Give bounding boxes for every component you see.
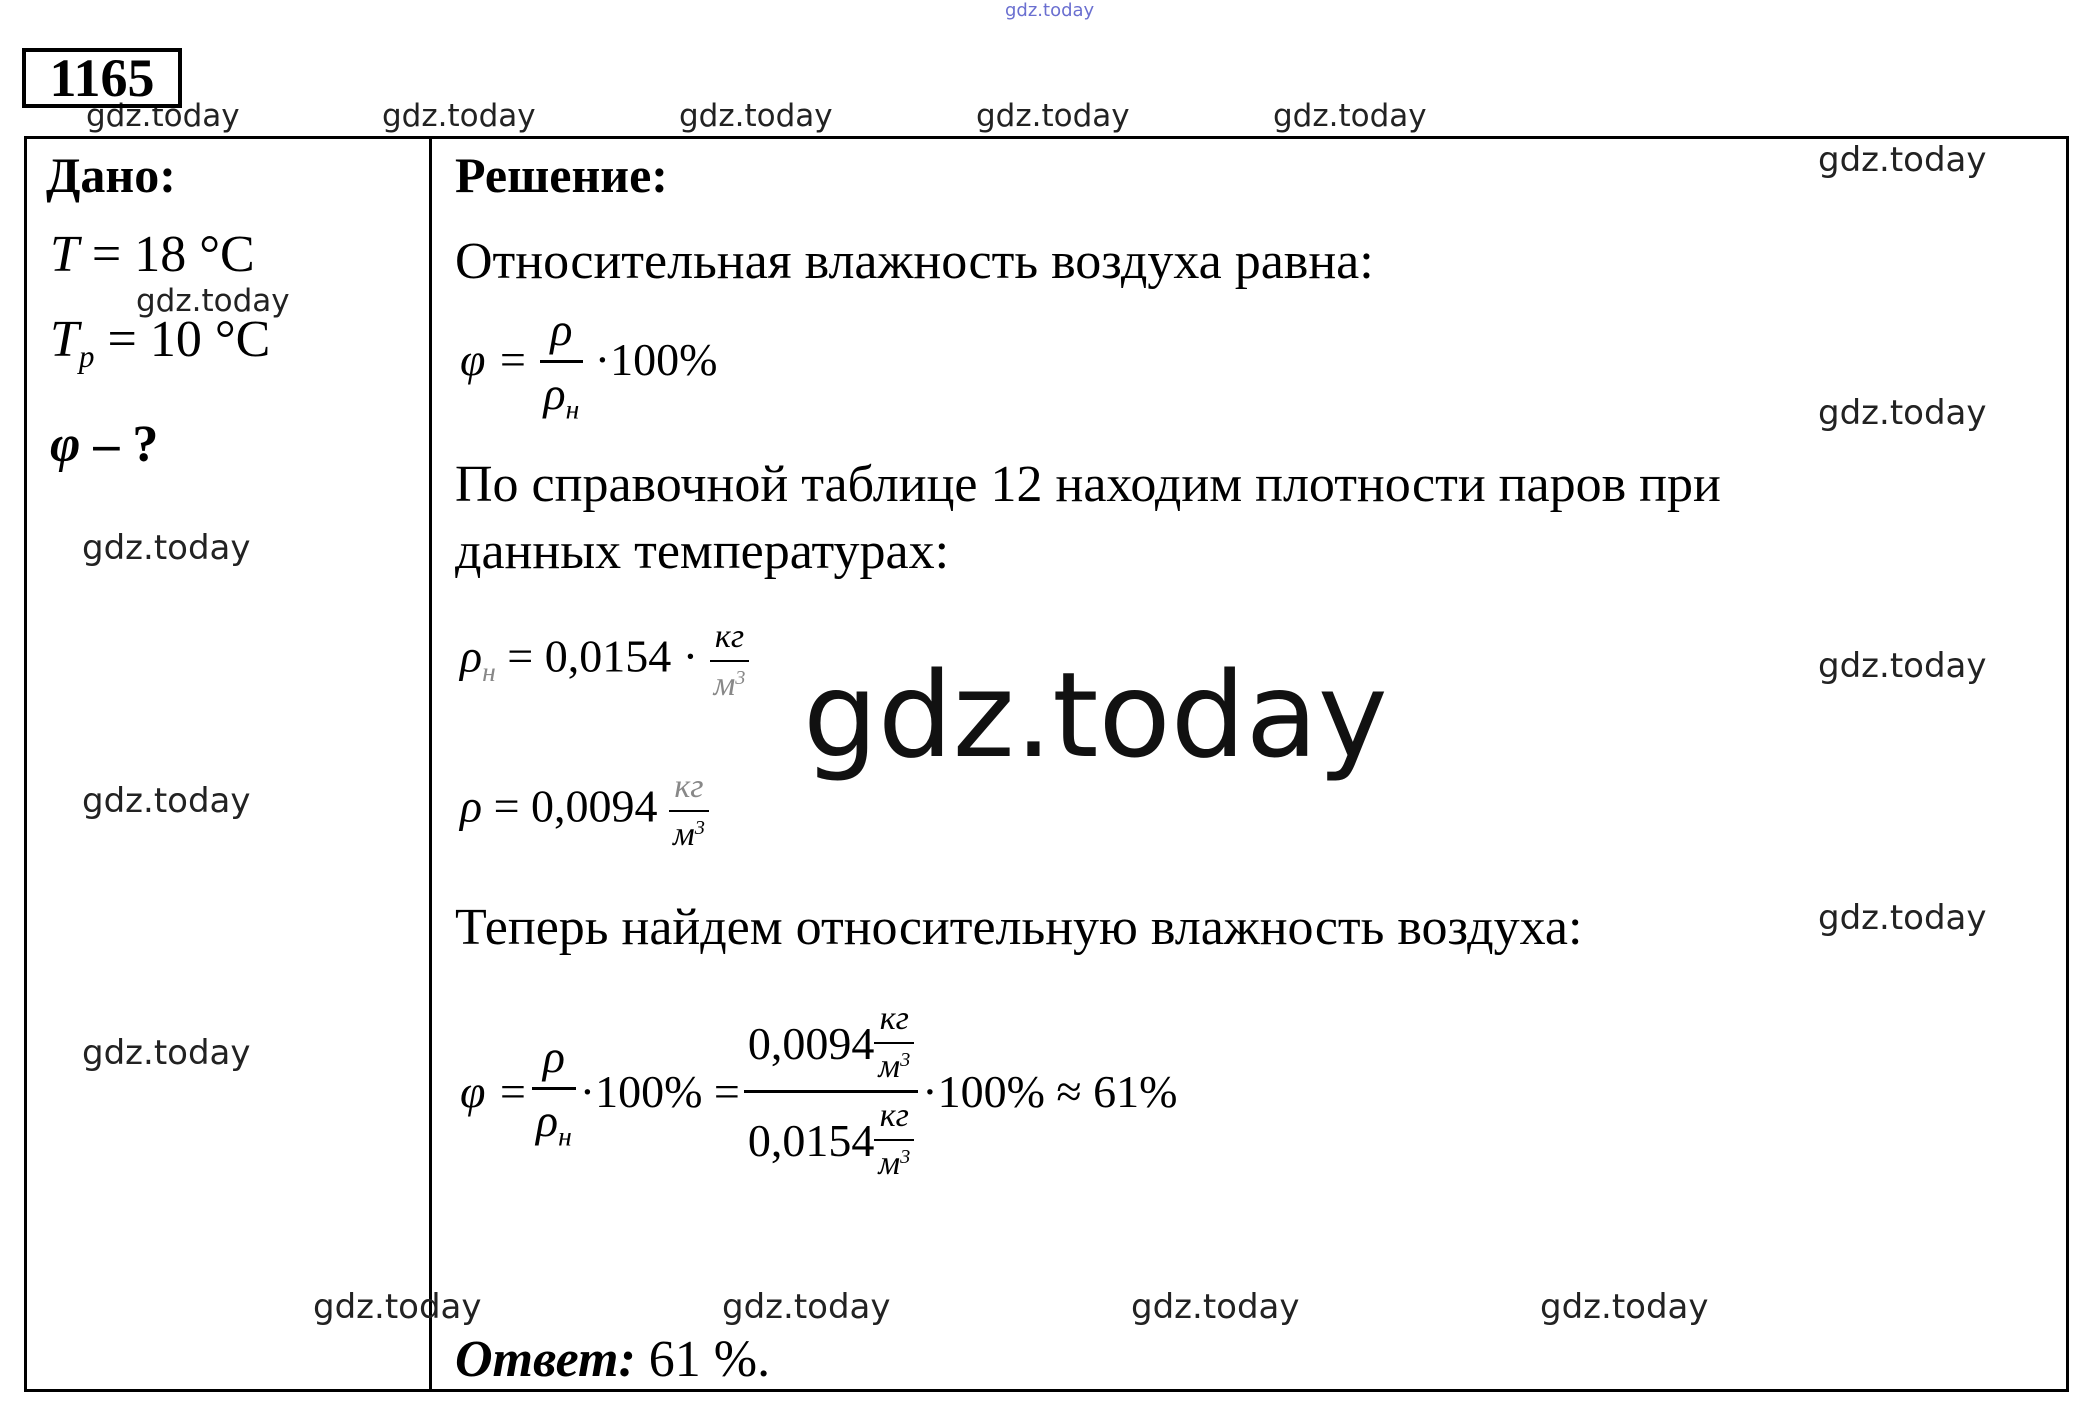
unit-num: кг (714, 618, 745, 655)
unit-den-pow: 3 (735, 666, 746, 689)
unit-num: кг (879, 1000, 909, 1037)
solution-text-2b: данных температурах: (455, 523, 950, 580)
unit-den-pow: 3 (900, 1145, 911, 1168)
var-tp: T (50, 311, 79, 368)
formula-humidity (460, 303, 717, 426)
column-divider (429, 136, 432, 1392)
unit-den-sym: м (878, 1145, 901, 1182)
watermark: gdz.today (86, 98, 240, 134)
unit-den-pow: 3 (900, 1048, 911, 1071)
rhon-sym: ρ (460, 630, 483, 682)
fraction-den (540, 360, 584, 426)
unit-den (710, 660, 750, 704)
watermark: gdz.today (136, 283, 290, 319)
var-phi: φ (50, 416, 81, 473)
given-line-temperature (50, 225, 255, 284)
watermark-top: gdz.today (1005, 0, 1095, 21)
unit-den-sym: м (878, 1048, 901, 1085)
result-fraction (532, 1030, 576, 1153)
watermark: gdz.today (1818, 393, 1987, 433)
rhon-sub: н (482, 656, 496, 688)
fraction-den (532, 1087, 576, 1153)
problem-number: 1165 (22, 48, 182, 108)
solution-header: Решение: (455, 147, 668, 203)
big-den-unit (874, 1097, 914, 1183)
find-question: – ? (80, 416, 159, 473)
watermark: gdz.today (82, 781, 251, 821)
answer-line (455, 1330, 770, 1389)
formula-tail: ·100% (594, 333, 718, 385)
rho-sym: ρ (460, 780, 483, 832)
solution-text-1: Относительная влажность воздуха равна: (455, 233, 1374, 290)
fraction-den-sub: н (565, 393, 580, 425)
answer-label: Ответ: (455, 1331, 636, 1388)
fraction-den-sym: ρ (543, 368, 566, 419)
watermark: gdz.today (82, 528, 251, 568)
big-num (744, 1000, 918, 1090)
watermark: gdz.today (976, 98, 1130, 134)
watermark-large: gdz.today (803, 646, 1388, 784)
result-tail: ·100% ≈ 61% (922, 1066, 1178, 1117)
value-tp: = 10 °C (107, 311, 271, 368)
solution-text-2a: По справочной таблице 12 находим плотности паров при (455, 456, 1721, 513)
var-tp-sub: р (78, 338, 95, 374)
watermark: gdz.today (1818, 898, 1987, 938)
unit-den-sym: м (673, 816, 695, 853)
unit-num: кг (879, 1097, 909, 1134)
watermark: gdz.today (313, 1287, 482, 1327)
watermark: gdz.today (1273, 98, 1427, 134)
value-t: = 18 °C (91, 226, 255, 283)
rhon-value: = 0,0154 · (495, 630, 699, 682)
watermark: gdz.today (1131, 1287, 1300, 1327)
watermark: gdz.today (82, 1033, 251, 1073)
given-find (50, 415, 158, 474)
big-den (744, 1090, 918, 1183)
solution-text-3: Теперь найдем относительную влажность воздуха: (455, 899, 1583, 956)
given-line-dew-point (50, 310, 270, 375)
watermark: gdz.today (1540, 1287, 1709, 1327)
unit-den (669, 810, 709, 854)
answer-value: 61 %. (635, 1331, 771, 1388)
watermark: gdz.today (1818, 140, 1987, 180)
unit-den-pow: 3 (694, 816, 705, 839)
unit-den (874, 1042, 914, 1086)
result-mid: ·100% = (579, 1066, 740, 1117)
fraction-den-sub: н (558, 1120, 572, 1152)
unit-den (874, 1139, 914, 1183)
formula-result (460, 1000, 1178, 1183)
result-big-fraction (744, 1000, 918, 1183)
fraction-num: ρ (542, 1031, 565, 1083)
fraction-num: ρ (550, 304, 573, 355)
big-den-value: 0,0154 (747, 1114, 875, 1166)
formula-lhs: φ = (460, 333, 528, 385)
formula-rho-saturated (460, 618, 749, 704)
big-num-unit (874, 1000, 914, 1086)
watermark: gdz.today (722, 1287, 891, 1327)
formula-rho (460, 768, 709, 854)
rho-unit (669, 768, 709, 854)
var-t: T (50, 226, 79, 283)
watermark: gdz.today (679, 98, 833, 134)
watermark: gdz.today (382, 98, 536, 134)
unit-den-sym: м (713, 666, 736, 703)
fraction-den-sym: ρ (536, 1095, 559, 1147)
rhon-unit (710, 618, 750, 704)
result-lhs: φ = (460, 1066, 528, 1117)
big-num-value: 0,0094 (747, 1017, 875, 1069)
fraction-rho-over-rhon (540, 303, 584, 426)
unit-num: кг (674, 768, 704, 805)
rho-value: = 0,0094 (482, 780, 658, 832)
given-header: Дано: (46, 147, 176, 203)
watermark: gdz.today (1818, 646, 1987, 686)
